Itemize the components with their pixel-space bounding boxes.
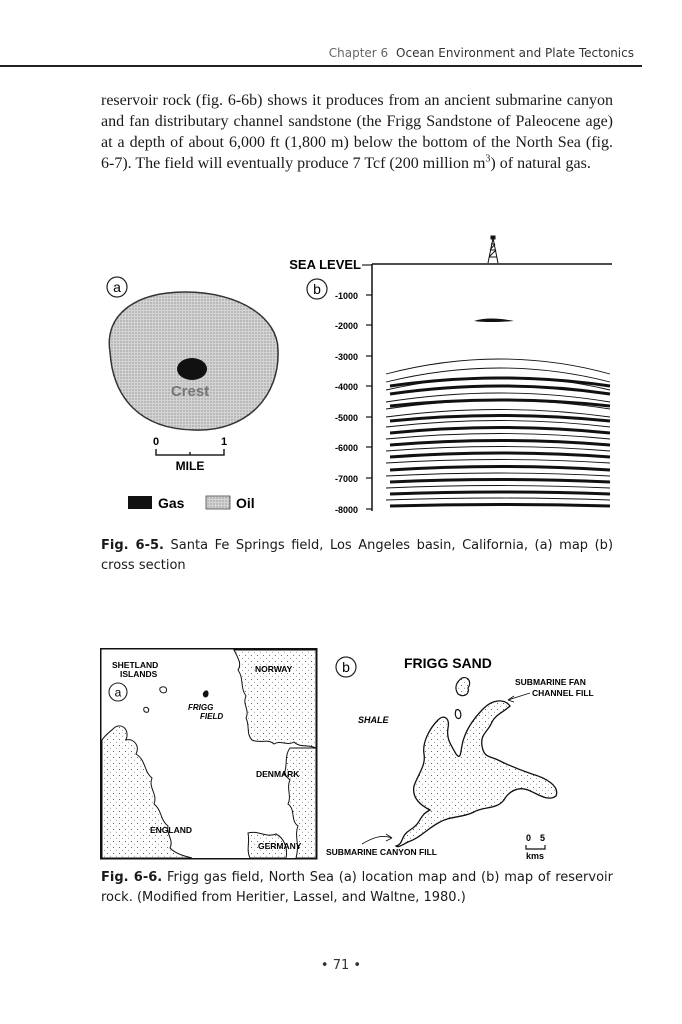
depth-ticks	[335, 291, 372, 515]
shallow-gas-lens	[474, 319, 514, 323]
frigg-sand-body	[396, 701, 557, 847]
frigg-label: FRIGG	[188, 703, 214, 712]
body-text-end: ) of natural gas.	[490, 155, 591, 172]
scale-b-end: 5	[540, 833, 546, 843]
tick-3000: -3000	[334, 352, 358, 362]
page-number: • 71 •	[320, 958, 362, 973]
panel-a-map	[107, 277, 278, 511]
gas-area	[177, 358, 207, 380]
frigg-sand-title: FRIGG SAND	[404, 655, 492, 671]
panel-a-location-map	[101, 649, 317, 859]
islands-label: ISLANDS	[120, 669, 158, 679]
tick-6000: -6000	[334, 443, 358, 453]
tick-2000: -2000	[334, 321, 358, 331]
scale-end: 1	[220, 436, 228, 448]
panel-b-label: b	[342, 659, 350, 675]
strata-lenses	[386, 359, 610, 506]
body-text-main: reservoir rock (fig. 6-6b) shows it produces from an ancient submarine canyon and fan distributary channel sandstone (the Frigg Sandstone of Paleocene age) at a depth of about 6,000 ft (1,800 m) below the bottom of the North Sea (fig. 6-7). The field will eventually produce 7 Tcf (200 million m	[101, 92, 613, 172]
shale-label: SHALE	[358, 715, 389, 725]
caption-6-5-text: Santa Fe Springs field, Los Angeles basin, California, (a) map (b) cross section	[101, 538, 614, 573]
panel-b-cross-section	[289, 236, 612, 515]
england-label: ENGLAND	[150, 825, 193, 835]
legend-oil: Oil	[236, 495, 255, 511]
scale-start: 0	[152, 436, 160, 448]
fan-label-2: CHANNEL FILL	[532, 688, 594, 698]
caption-6-5	[101, 536, 613, 576]
panel-b-label: b	[313, 281, 321, 297]
panel-a-label: a	[114, 685, 122, 700]
scale-b-bar	[526, 845, 545, 849]
tick-7000: -7000	[334, 474, 358, 484]
oil-swatch	[206, 496, 230, 509]
caption-6-6	[101, 868, 613, 908]
norway-label: NORWAY	[255, 664, 293, 674]
figure-6-6	[100, 648, 620, 863]
shetland-label: SHETLAND	[112, 660, 159, 670]
derrick-icon	[488, 236, 498, 263]
header-rule	[0, 65, 642, 67]
scale-unit: MILE	[175, 459, 205, 473]
body-paragraph	[101, 90, 613, 174]
germany-label: GERMANY	[258, 841, 302, 851]
frigg-field-marker	[203, 690, 209, 697]
crest-label: Crest	[170, 383, 210, 400]
legend-gas: Gas	[158, 495, 185, 511]
superscript: 3	[485, 153, 491, 165]
scale-bar	[156, 449, 224, 455]
caption-6-5-label: Fig. 6-5.	[101, 538, 164, 553]
scale-b-start: 0	[526, 833, 532, 843]
field-label: FIELD	[200, 712, 224, 721]
running-head	[329, 46, 634, 60]
sea-level-label: SEA LEVEL	[289, 257, 361, 272]
sand-island-1	[456, 678, 470, 696]
scale-b-unit: kms	[526, 851, 545, 861]
tick-8000: -8000	[334, 505, 358, 515]
tick-1000: -1000	[334, 291, 358, 301]
chapter-title: Ocean Environment and Plate Tectonics	[396, 46, 634, 60]
tick-4000: -4000	[334, 382, 358, 392]
shetland-island	[160, 687, 167, 693]
canyon-label: SUBMARINE CANYON FILL	[326, 847, 437, 857]
figure-6-5	[90, 230, 620, 520]
britain-land	[102, 726, 192, 858]
fan-label-1: SUBMARINE FAN	[515, 677, 586, 687]
denmark-label: DENMARK	[256, 769, 300, 779]
caption-6-6-text: Frigg gas field, North Sea (a) location map and (b) map of reservoir rock. (Modified from Heritier, Lassel, and Waltne, 1980.)	[101, 870, 613, 905]
caption-6-6-label: Fig. 6-6.	[101, 870, 163, 885]
gas-swatch	[128, 496, 152, 509]
panel-a-label: a	[113, 279, 121, 295]
tick-5000: -5000	[334, 413, 358, 423]
chapter-number: Chapter 6	[328, 46, 389, 60]
panel-b-reservoir-map	[326, 655, 594, 861]
